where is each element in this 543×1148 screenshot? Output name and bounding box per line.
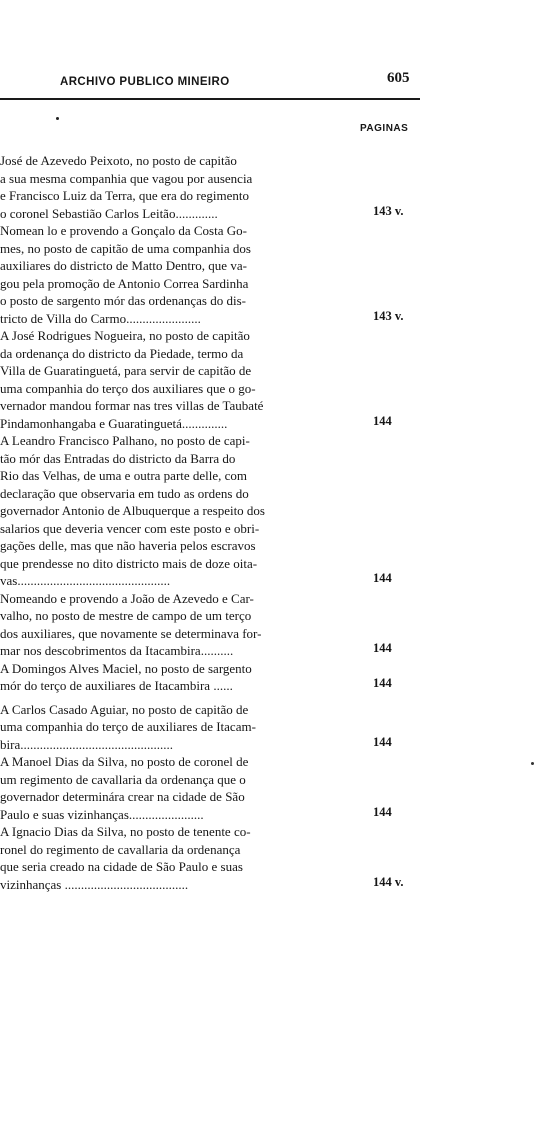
entry-line: vizinhanças ...................................... xyxy=(0,876,189,892)
entry-line: mes, no posto de capitão de uma companhia dos xyxy=(0,240,251,256)
entry-line: governador Antonio de Albuquerque a respeito dos xyxy=(0,503,265,518)
header-title: ARCHIVO PUBLICO MINEIRO xyxy=(60,76,230,88)
index-entry xyxy=(0,753,543,823)
page-reference: 144 xyxy=(373,413,392,428)
entry-line: A Manoel Dias da Silva, no posto de coronel de xyxy=(0,754,249,769)
page-reference: 144 xyxy=(373,734,392,749)
index-entry xyxy=(0,660,543,695)
entry-line: A Domingos Alves Maciel, no posto de sargento xyxy=(0,660,252,676)
index-entry xyxy=(0,222,543,327)
entry-line: auxiliares do districto de Matto Dentro, que va- xyxy=(0,258,247,273)
entry-line: salarios que deveria vencer com este posto e obri- xyxy=(0,520,260,536)
index-entry xyxy=(0,590,543,660)
column-header-paginas: PAGINAS xyxy=(360,123,409,134)
entry-line: uma companhia do terço dos auxiliares que o go- xyxy=(0,380,256,396)
page-reference: 144 xyxy=(373,676,392,690)
entry-line: Nomean lo e provendo a Gonçalo da Costa Go- xyxy=(0,223,247,238)
page-reference: 143 v. xyxy=(373,308,404,323)
header-rule xyxy=(0,98,420,100)
page-number: 605 xyxy=(387,70,410,86)
entry-line: valho, no posto de mestre de campo de um terço xyxy=(0,608,252,623)
entry-line: governador determinára crear na cidade de São xyxy=(0,789,245,804)
entry-line: o posto de sargento mór das ordenanças do dis- xyxy=(0,293,246,308)
entry-line: bira............................................... xyxy=(0,736,173,752)
entry-line: tricto de Villa do Carmo....................... xyxy=(0,310,201,326)
entry-line: A José Rodrigues Nogueira, no posto de capitão xyxy=(0,328,250,343)
entry-line: o coronel Sebastião Carlos Leitão............. xyxy=(0,205,218,221)
page-reference: 144 xyxy=(373,641,392,655)
entry-line: tão mór das Entradas do districto da Barra do xyxy=(0,450,236,466)
page-reference: 144 xyxy=(373,804,392,819)
entry-line: e Francisco Luiz da Terra, que era do regimento xyxy=(0,188,249,203)
entry-line: Villa de Guaratinguetá, para servir de capitão de xyxy=(0,363,252,378)
entry-line: Paulo e suas vizinhanças....................... xyxy=(0,806,204,822)
index-entries xyxy=(0,152,543,893)
entry-line: José de Azevedo Peixoto, no posto de capitão xyxy=(0,153,237,168)
page-reference: 144 xyxy=(373,571,392,585)
index-entry xyxy=(0,432,543,590)
entry-line: Nomeando e provendo a João de Azevedo e Car- xyxy=(0,590,254,606)
entry-line: Rio das Velhas, de uma e outra parte delle, com xyxy=(0,468,248,483)
entry-line: vas............................................... xyxy=(0,573,171,588)
entry-line: A Ignacio Dias da Silva, no posto de tenente co- xyxy=(0,824,251,839)
entry-line: A Carlos Casado Aguiar, no posto de capitão de xyxy=(0,701,249,717)
entry-line: Pindamonhangaba e Guaratinguetá.............. xyxy=(0,415,228,431)
entry-line: gações delle, mas que não haveria pelos escravos xyxy=(0,538,256,553)
entry-line: que prendesse no dito districto mais de doze oita- xyxy=(0,555,258,571)
page-reference: 143 v. xyxy=(373,203,404,218)
entry-line: da ordenança do districto da Piedade, termo da xyxy=(0,345,244,361)
entry-line: declaração que observaria em tudo as ordens do xyxy=(0,485,249,501)
index-entry xyxy=(0,327,543,432)
entry-line: A Leandro Francisco Palhano, no posto de capi- xyxy=(0,433,250,448)
page-reference: 144 v. xyxy=(373,874,404,889)
entry-line: mór do terço de auxiliares de Itacambira ...... xyxy=(0,678,233,693)
index-entry xyxy=(0,823,543,893)
running-header xyxy=(0,68,543,98)
entry-line: ronel do regimento de cavallaria da ordenança xyxy=(0,841,241,857)
entry-line: uma companhia do terço de auxiliares de Itacam- xyxy=(0,719,256,734)
entry-line: que seria creado na cidade de São Paulo e suas xyxy=(0,859,243,874)
entry-line: um regimento de cavallaria da ordenança que o xyxy=(0,771,246,787)
print-speck xyxy=(56,117,59,120)
entry-line: a sua mesma companhia que vagou por ausencia xyxy=(0,170,253,186)
entry-line: dos auxiliares, que novamente se determinava for- xyxy=(0,625,262,641)
index-entry xyxy=(0,701,543,754)
entry-line: vernador mandou formar nas tres villas de Taubaté xyxy=(0,398,264,413)
index-entry xyxy=(0,152,543,222)
entry-line: mar nos descobrimentos da Itacambira.......... xyxy=(0,643,234,658)
entry-line: gou pela promoção de Antonio Correa Sardinha xyxy=(0,275,249,291)
